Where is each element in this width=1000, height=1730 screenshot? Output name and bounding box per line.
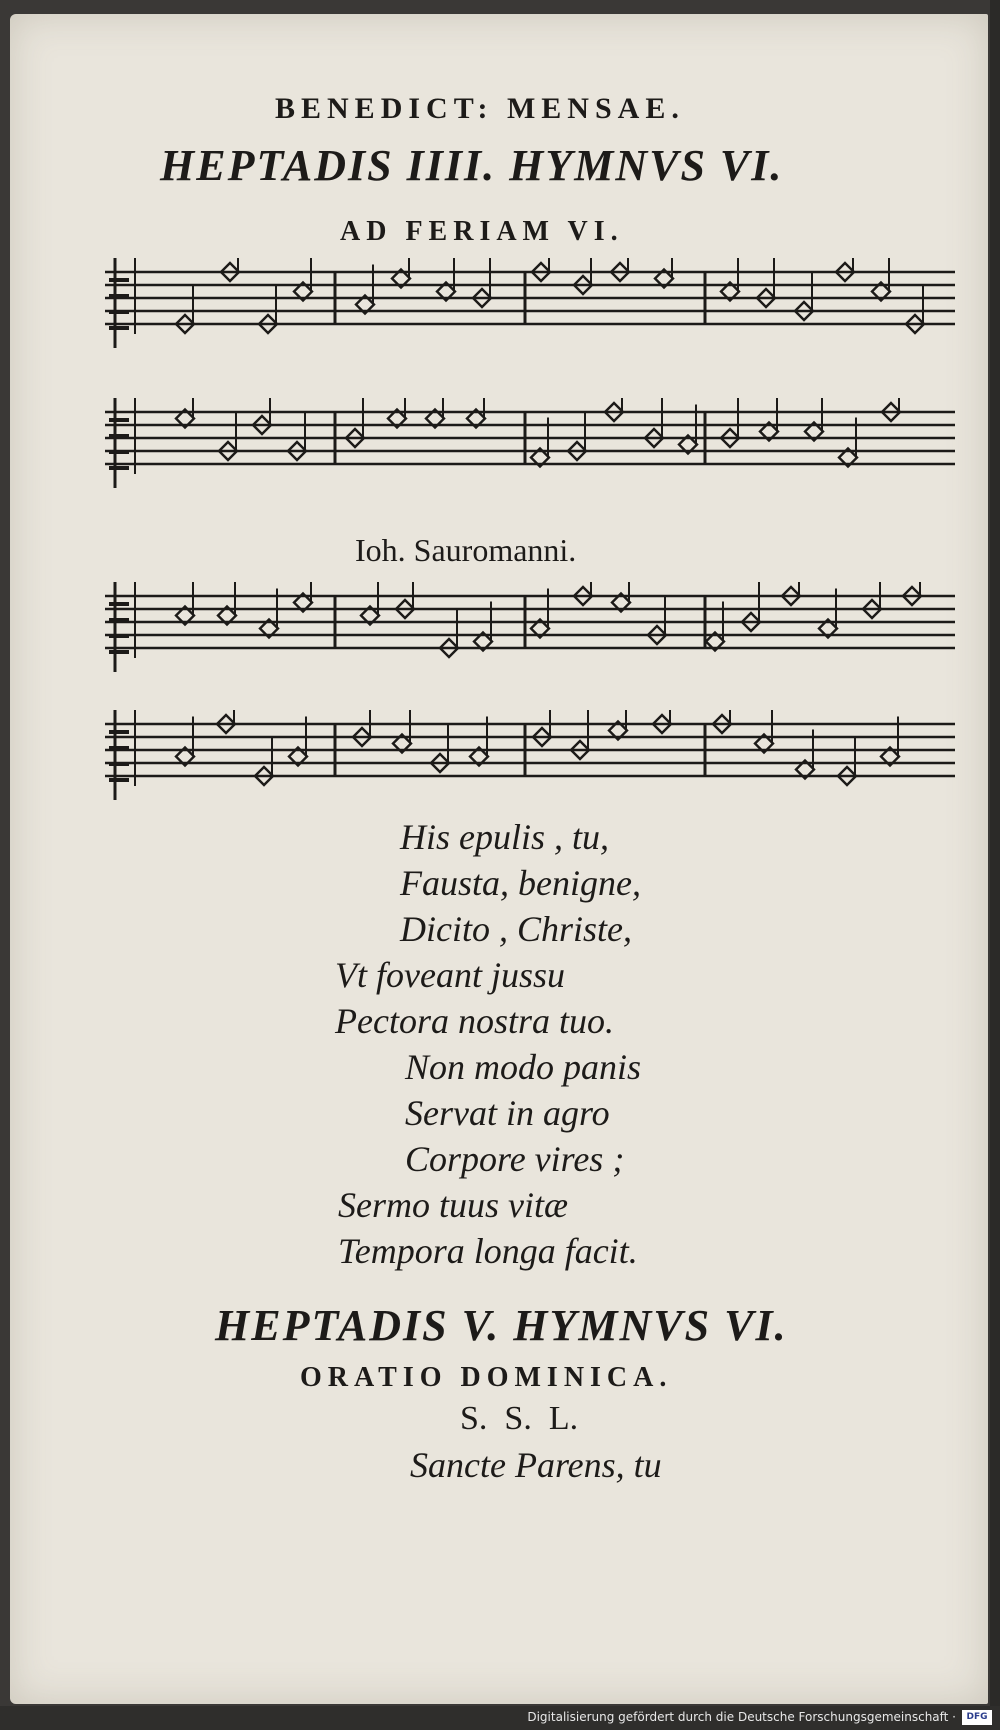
verse-line-2: Fausta, benigne, (400, 863, 641, 903)
verse-line-5: Pectora nostra tuo. (335, 1001, 614, 1041)
footer-credit: Digitalisierung gefördert durch die Deutsche Forschungsgemeinschaft · (527, 1710, 956, 1724)
verse-line-7: Servat in agro (405, 1093, 610, 1133)
hymn-heading-2: HEPTADIS V. HYMNVS VI. (215, 1301, 788, 1350)
verse-line-6: Non modo panis (405, 1047, 642, 1087)
verse-line-1: His epulis , tu, (400, 817, 610, 857)
verse-line-9: Sermo tuus vitæ (338, 1185, 568, 1225)
verse-line-3: Dicito , Christe, (400, 909, 632, 949)
sigla: S. S. L. (460, 1400, 579, 1437)
first-line-of-hymn: Sancte Parens, tu (410, 1445, 662, 1485)
hymn-subheading-1: AD FERIAM VI. (340, 216, 624, 247)
hymn-heading-1: HEPTADIS IIII. HYMNVS VI. (160, 141, 784, 190)
composer-attribution: Ioh. Sauromanni. (355, 532, 577, 568)
verse-line-10: Tempora longa facit. (338, 1231, 638, 1271)
music-staff-system-2 (105, 398, 955, 518)
dfg-logo: DFG (962, 1710, 992, 1725)
verse-line-4: Vt foveant jussu (335, 955, 565, 995)
hymn-subheading-2: ORATIO DOMINICA. (300, 1362, 673, 1393)
page-edge (990, 0, 1000, 1730)
music-staff-system-1 (105, 258, 955, 378)
running-head: BENEDICT: MENSAE. (275, 92, 685, 125)
music-staff-system-4 (105, 710, 955, 820)
music-staff-system-3 (105, 582, 955, 692)
digitization-footer (0, 1706, 1000, 1730)
verse-line-8: Corpore vires ; (405, 1139, 625, 1179)
